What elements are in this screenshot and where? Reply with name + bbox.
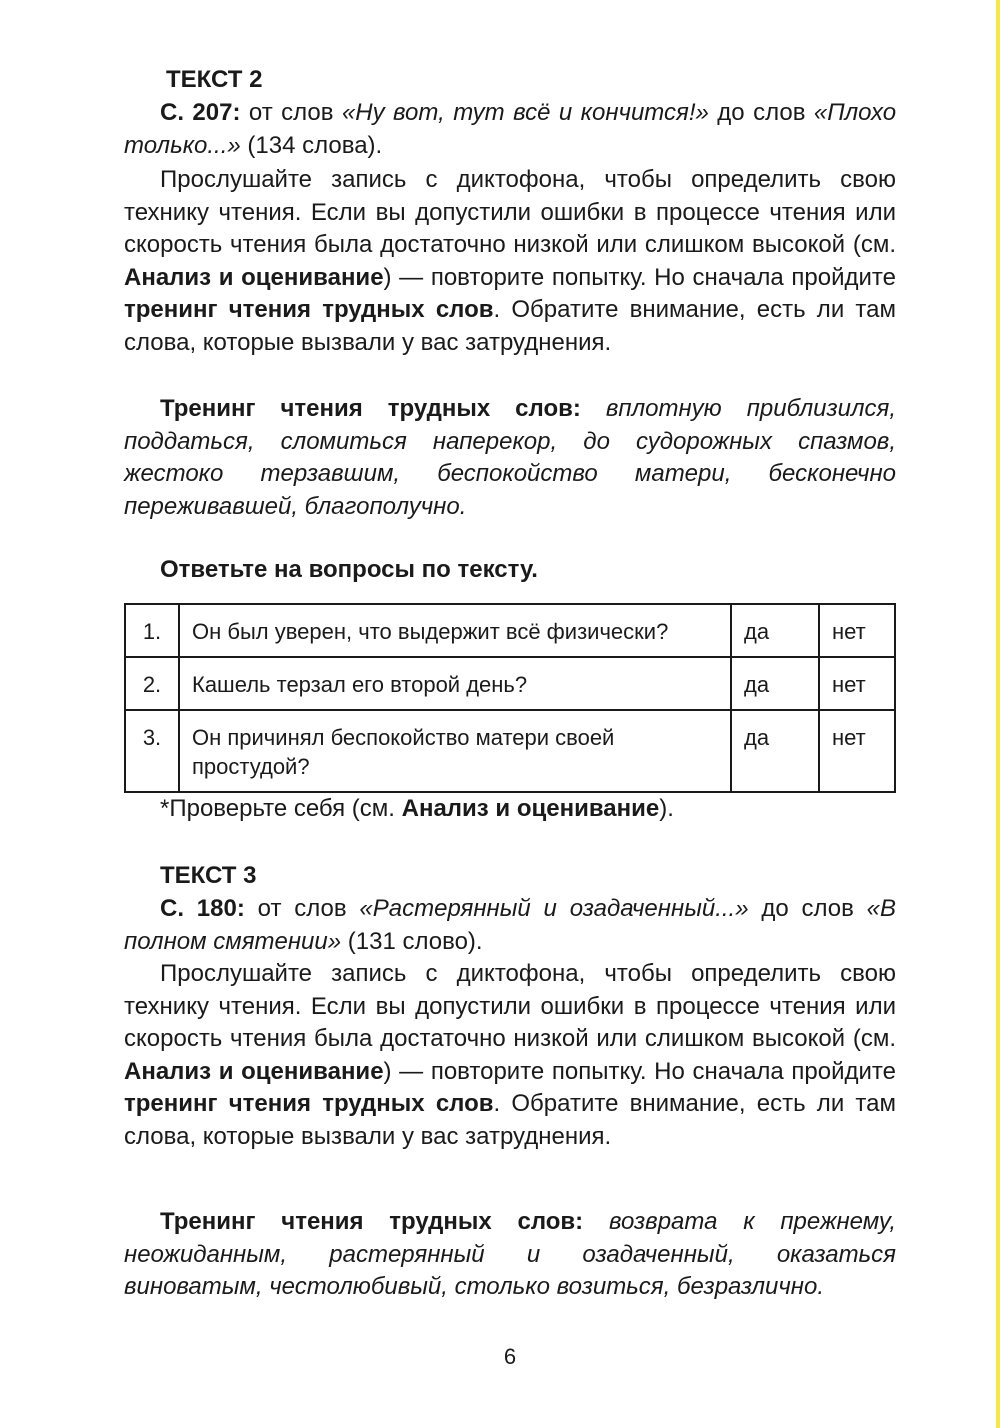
text3-heading: ТЕКСТ 3 — [160, 862, 257, 889]
answer-no[interactable]: нет — [819, 657, 895, 710]
text2-instruction — [124, 164, 896, 359]
text2-heading: ТЕКСТ 2 — [166, 66, 263, 93]
self-check-link: Анализ и оценивание — [401, 795, 660, 822]
text2-ref-from: от слов — [248, 99, 334, 126]
table-row — [125, 604, 895, 657]
table-row — [125, 657, 895, 710]
page-number: 6 — [503, 1344, 517, 1369]
text3-ref-count: (131 слово). — [347, 927, 483, 955]
text2-ref-count: (134 слова). — [247, 131, 383, 159]
text3-instruction-training: тренинг чтения трудных слов — [124, 1090, 494, 1117]
question-text: Он был уверен, что выдержит всё физически? — [179, 604, 731, 657]
text3-instruction-link: Анализ и оценивание — [124, 1057, 384, 1085]
text2-instruction-part3: . Обратите внимание, есть ли там слова, которые вызвали у вас затруднения. — [124, 296, 896, 356]
text2-training-label: Тренинг чтения трудных слов: — [160, 395, 581, 422]
text3-instruction-part2: ) — повторите попытку. Но сначала пройдите — [383, 1057, 896, 1085]
text3-training — [124, 1206, 896, 1304]
text3-training-label: Тренинг чтения трудных слов: — [160, 1208, 584, 1235]
question-text: Он причинял беспокойство матери своей простудой? — [179, 710, 731, 792]
text2-training — [124, 393, 896, 523]
text2-reference — [124, 97, 896, 162]
text3-ref-start: «Растерянный и озадаченный...» — [359, 895, 749, 922]
text2-training-words: вплотную приблизился, поддаться, сломиться наперекор, до судорожных спазмов, жестоко терзавшим, беспокойство матери, бесконечно переживавшей, благополучно. — [124, 395, 896, 520]
text2-instruction-training: тренинг чтения трудных слов — [124, 296, 494, 323]
text3-ref-from: от слов — [257, 895, 347, 922]
page-edge — [996, 0, 1000, 1428]
text3-instruction-part3: . Обратите внимание, есть ли там слова, которые вызвали у вас затруднения. — [124, 1090, 896, 1150]
answer-yes[interactable]: да — [731, 657, 819, 710]
question-number: 2. — [125, 657, 179, 710]
answer-no[interactable]: нет — [819, 604, 895, 657]
text3-training-words: возврата к прежнему, неожиданным, растерянный и озадаченный, оказаться виноватым, честолюбивый, столько возиться, безразлично. — [124, 1208, 896, 1300]
text3-ref-end: «В полном смятении» — [124, 895, 897, 955]
self-check-suffix: ). — [659, 795, 674, 822]
self-check-note — [160, 793, 932, 826]
text3-ref-page: С. 180: — [160, 895, 245, 922]
answer-yes[interactable]: да — [731, 604, 819, 657]
text3-ref-to: до слов — [761, 895, 854, 922]
questions-heading: Ответьте на вопросы по тексту. — [160, 556, 538, 583]
question-number: 1. — [125, 604, 179, 657]
text3-instruction-part1: Прослушайте запись с диктофона, чтобы определить свою технику чтения. Если вы допустили ошибки в процессе чтения или скорость чтения была достаточно низкой или слишком высокой (см. — [124, 960, 896, 1052]
questions-table — [124, 603, 896, 793]
text2-instruction-part1: Прослушайте запись с диктофона, чтобы определить свою технику чтения. Если вы допустили ошибки в процессе чтения или скорость чтения была достаточно низкой или слишком высокой (см. — [124, 166, 896, 258]
text2-ref-page: С. 207: — [160, 99, 241, 126]
text2-ref-start: «Ну вот, тут всё и кончится!» — [341, 99, 709, 126]
question-text: Кашель терзал его второй день? — [179, 657, 731, 710]
self-check-prefix: *Проверьте себя (см. — [160, 795, 395, 822]
answer-no[interactable]: нет — [819, 710, 895, 792]
text2-ref-end: «Плохо только...» — [124, 99, 897, 159]
question-number: 3. — [125, 710, 179, 792]
text3-reference — [124, 893, 896, 958]
table-row — [125, 710, 895, 792]
text2-ref-to: до слов — [717, 99, 806, 126]
text3-instruction — [124, 958, 896, 1153]
answer-yes[interactable]: да — [731, 710, 819, 792]
text2-instruction-link: Анализ и оценивание — [124, 263, 384, 291]
text2-instruction-part2: ) — повторите попытку. Но сначала пройдите — [383, 263, 896, 291]
